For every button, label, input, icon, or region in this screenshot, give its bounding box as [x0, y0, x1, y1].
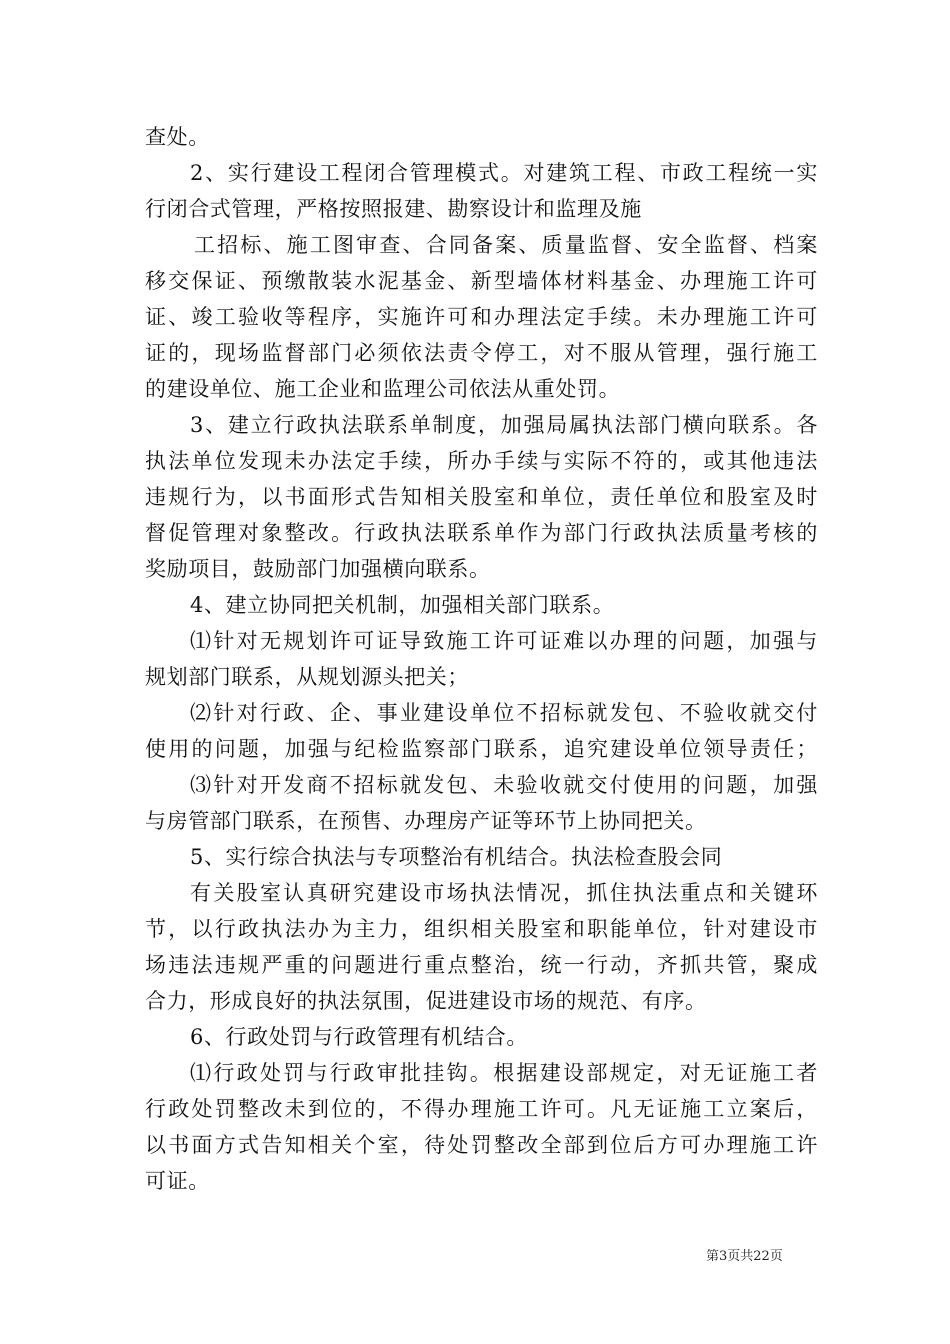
text-line: ⑵针对行政、企、事业建设单位不招标就发包、不验收就交付	[190, 701, 818, 725]
text-line: 3、建立行政执法联系单制度，加强局属执法部门横向联系。各	[190, 413, 818, 437]
text-line: 4、建立协同把关机制，加强相关部门联系。	[190, 593, 615, 617]
text-line: 5、实行综合执法与专项整治有机结合。执法检查股会同	[190, 845, 723, 869]
text-line: 奖励项目，鼓励部门加强横向联系。	[145, 557, 491, 581]
text-line: 的建设单位、施工企业和监理公司依法从重处罚。	[145, 377, 621, 401]
text-line: 督促管理对象整改。行政执法联系单作为部门行政执法质量考核的	[145, 521, 818, 545]
text-line: 移交保证、预缴散装水泥基金、新型墙体材料基金、办理施工许可	[145, 269, 818, 293]
text-line: 2、实行建设工程闭合管理模式。对建筑工程、市政工程统一实	[190, 161, 818, 185]
text-line: 规划部门联系，从规划源头把关；	[145, 665, 469, 689]
text-line: 合力，形成良好的执法氛围，促进建设市场的规范、有序。	[145, 989, 707, 1013]
text-line: 与房管部门联系，在预售、办理房产证等环节上协同把关。	[145, 809, 707, 833]
text-line: 场违法违规严重的问题进行重点整治，统一行动，齐抓共管，聚成	[145, 953, 818, 977]
text-line: 有关股室认真研究建设市场执法情况，抓住执法重点和关键环	[190, 881, 818, 905]
text-line: 6、行政处罚与行政管理有机结合。	[190, 1025, 528, 1049]
text-line: 可证。	[145, 1169, 210, 1193]
text-line: 节，以行政执法办为主力，组织相关股室和职能单位，针对建设市	[145, 917, 818, 941]
text-line: 执法单位发现未办法定手续，所办手续与实际不符的，或其他违法	[145, 449, 818, 473]
text-line: 证、竣工验收等程序，实施许可和办理法定手续。未办理施工许可	[145, 305, 818, 329]
text-line: ⑴针对无规划许可证导致施工许可证难以办理的问题，加强与	[190, 629, 818, 653]
text-line: 行闭合式管理，严格按照报建、勘察设计和监理及施	[145, 197, 642, 221]
text-line: 查处。	[145, 125, 210, 149]
text-line: 行政处罚整改未到位的，不得办理施工许可。凡无证施工立案后，	[145, 1097, 818, 1121]
text-line: 违规行为，以书面形式告知相关股室和单位，责任单位和股室及时	[145, 485, 818, 509]
text-line: 证的，现场监督部门必须依法责令停工，对不服从管理，强行施工	[145, 341, 818, 365]
page-number: 第3页共22页	[706, 1249, 783, 1264]
text-line: 以书面方式告知相关个室，待处罚整改全部到位后方可办理施工许	[145, 1133, 818, 1157]
text-line: ⑶针对开发商不招标就发包、未验收就交付使用的问题，加强	[190, 773, 818, 797]
text-line: 使用的问题，加强与纪检监察部门联系，追究建设单位领导责任；	[145, 737, 818, 761]
text-line: 工招标、施工图审查、合同备案、质量监督、安全监督、档案	[194, 233, 818, 257]
text-line: ⑴行政处罚与行政审批挂钩。根据建设部规定，对无证施工者	[190, 1061, 818, 1085]
